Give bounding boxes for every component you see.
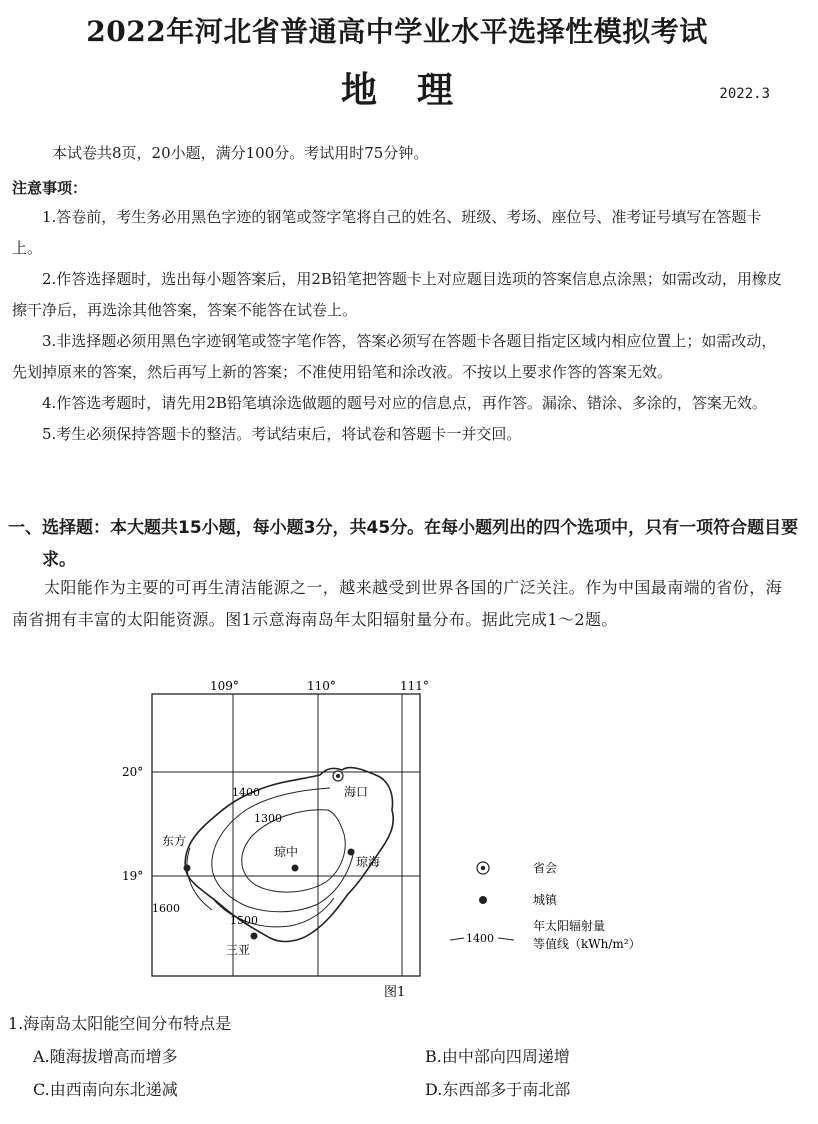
lon-label: 110° [307, 679, 336, 693]
town-marker-dongfang [184, 865, 191, 872]
exam-intro: 本试卷共8页，20小题，满分100分。考试用时75分钟。 [52, 144, 429, 162]
option-d[interactable]: D.东西部多于南北部 [425, 1080, 571, 1099]
isoline-label: 1400 [232, 786, 260, 799]
place-label-sanya: 三亚 [226, 943, 251, 957]
town-marker-qiongzhong [292, 865, 299, 872]
map-frame [152, 694, 420, 976]
legend-isoline-icon [450, 938, 464, 940]
lat-label: 20° [122, 765, 144, 779]
option-c[interactable]: C.由西南向东北递减 [33, 1080, 178, 1099]
isoline-label: 1600 [152, 902, 180, 915]
option-b[interactable]: B.由中部向四周递增 [425, 1047, 570, 1066]
place-label-dongfang: 东方 [162, 834, 187, 848]
lon-label: 109° [210, 679, 239, 693]
figure-caption: 图1 [384, 985, 406, 1000]
notice-item: 1.答卷前，考生务必用黑色字迹的钢笔或签字笔将自己的姓名、班级、考场、座位号、准考证号填写在答题卡上。 [12, 208, 762, 257]
legend-isoline-value: 1400 [466, 932, 494, 945]
lat-label: 19° [122, 869, 144, 883]
hainan-solar-map [122, 672, 660, 1002]
exam-title: 2022年河北省普通高中学业水平选择性模拟考试 [86, 15, 708, 48]
legend-town-icon [479, 896, 487, 904]
reading-passage: 太阳能作为主要的可再生清洁能源之一，越来越受到世界各国的广泛关注。作为中国最南端的省份，海南省拥有丰富的太阳能资源。图1示意海南岛年太阳辐射量分布。据此完成1～2题。 [12, 578, 783, 629]
notice-heading: 注意事项： [12, 179, 88, 197]
lon-label: 111° [400, 679, 429, 693]
place-label-haikou: 海口 [344, 785, 369, 799]
legend-capital-label: 省会 [533, 861, 558, 875]
place-label-qionghai: 琼海 [356, 855, 381, 869]
notice-list [12, 202, 782, 450]
legend-isoline-icon [498, 938, 514, 940]
notice-item: 3.非选择题必须用黑色字迹钢笔或签字笔作答，答案必须写在答题卡各题目指定区域内相应位置上；如需改动，先划掉原来的答案，然后再写上新的答案；不准使用铅笔和涂改液。不按以上要求作答的答案无效。 [12, 332, 777, 381]
legend-isoline-label: 年太阳辐射量 [533, 919, 606, 933]
town-marker-qionghai [348, 849, 355, 856]
exam-date: 2022.3 [719, 86, 770, 102]
notice-item: 5.考生必须保持答题卡的整洁。考试结束后，将试卷和答题卡一并交回。 [42, 425, 522, 443]
option-a[interactable]: A.随海拔增高而增多 [33, 1047, 178, 1066]
notice-item: 2.作答选择题时，选出每小题答案后，用2B铅笔把答题卡上对应题目选项的答案信息点涂黑；如需改动，用橡皮擦干净后，再选涂其他答案，答案不能答在试卷上。 [12, 270, 782, 319]
capital-icon-dot [336, 774, 340, 778]
question-stem: 1.海南岛太阳能空间分布特点是 [8, 1014, 232, 1033]
place-label-qiongzhong: 琼中 [274, 845, 299, 859]
map-svg [122, 672, 660, 1002]
subject-title: 地理 [340, 69, 493, 111]
isoline-label: 1500 [230, 914, 258, 927]
legend-town-label: 城镇 [533, 893, 558, 907]
isoline-label: 1300 [254, 812, 282, 825]
question-1 [8, 1014, 784, 1034]
town-marker-sanya [251, 933, 258, 940]
legend-capital-icon-dot [481, 866, 485, 870]
legend-isoline-unit: 等值线（kWh/m²） [533, 937, 641, 951]
section-heading: 一、选择题：本大题共15小题，每小题3分，共45分。在每小题列出的四个选项中，只有一项符合题目要求。 [8, 518, 799, 570]
notice-item: 4.作答选考题时，请先用2B铅笔填涂选做题的题号对应的信息点，再作答。漏涂、错涂、多涂的，答案无效。 [42, 394, 767, 412]
